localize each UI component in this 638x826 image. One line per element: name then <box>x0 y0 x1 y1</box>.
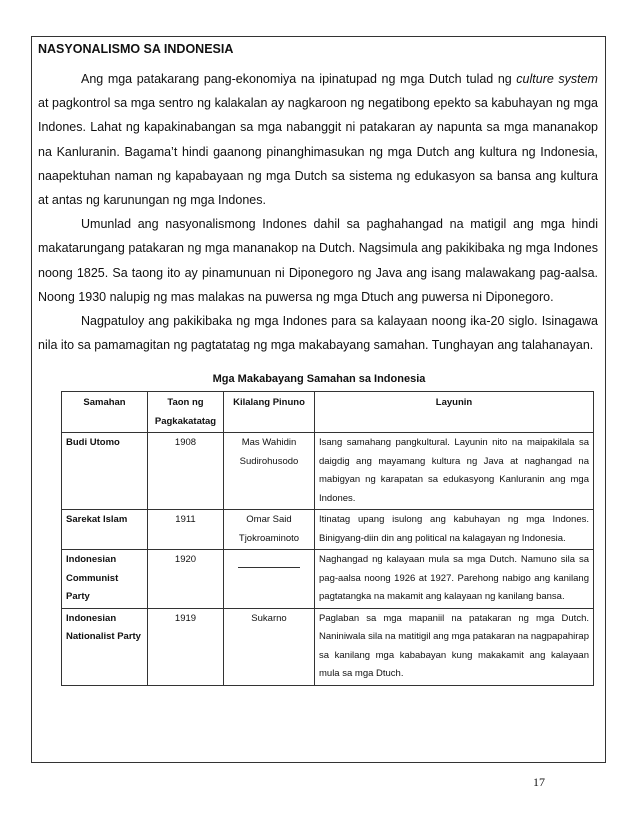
header-samahan: Samahan <box>62 392 148 433</box>
header-layunin: Layunin <box>315 392 594 433</box>
paragraph-3: Nagpatuloy ang pakikibaka ng mga Indones para sa kalayaan noong ika-20 siglo. Isinagawa nila ito sa pamamagitan ng pagtatatag ng mga makabayang samahan. Tunghayan ang talahanayan. <box>38 314 598 353</box>
table-row <box>62 550 594 609</box>
blank-answer-line <box>238 559 300 568</box>
paragraph-1 <box>38 67 598 212</box>
cell-taon: 1919 <box>148 608 224 685</box>
table-row <box>62 510 594 550</box>
cell-pinuno: Omar Said Tjokroaminoto <box>224 510 315 550</box>
cell-taon: 1920 <box>148 550 224 609</box>
paragraph-2: Umunlad ang nasyonalismong Indones dahil sa paghahangad na matigil ang mga hindi makatarungang patakaran ng mga mananakop na Dutch. Nagsimula ang pakikibaka ng mga Indones noong 1825. Sa taong ito ay pinamunuan ni Diponegoro ng Java ang isang malawakang pag-aalsa. Noong 1930 nalupig ng mas malakas na puwersa ng mga Dtuch ang puwersa ni Diponegoro. <box>38 217 598 304</box>
header-taon: Taon ng Pagkakatatag <box>148 392 224 433</box>
cell-pinuno: Sukarno <box>224 608 315 685</box>
cell-layunin: Isang samahang pangkultural. Layunin nito na maipakilala sa daigdig ang mayamang kultura ng Java at naghangad na mabigyan ng karapatan sa edukasyong Kanluranin ang mga Indones. <box>315 433 594 510</box>
paragraph-1-start: Ang mga patakarang pang-ekonomiya na ipinatupad ng mga Dutch tulad ng <box>81 72 517 86</box>
table-caption: Mga Makabayang Samahan sa Indonesia <box>212 373 426 385</box>
cell-layunin: Paglaban sa mga mapaniil na patakaran ng mga Dutch. Naniniwala sila na matitigil ang mga patakaran na nagpapahirap sa kanilang mga kababayan kung makakamit ang kalayaan mula sa mga Dtuch. <box>315 608 594 685</box>
cell-samahan: Sarekat Islam <box>62 510 148 550</box>
cell-samahan: Budi Utomo <box>62 433 148 510</box>
table-row <box>62 608 594 685</box>
cell-layunin: Naghangad ng kalayaan mula sa mga Dutch. Namuno sila sa pag-aalsa noong 1926 at 1927. Parehong nabigo ang kanilang pagtatangka na makamit ang kalayaan ng kanilang bansa. <box>315 550 594 609</box>
cell-taon: 1908 <box>148 433 224 510</box>
section-title: NASYONALISMO SA INDONESIA <box>38 42 234 56</box>
cell-samahan: Indonesian Nationalist Party <box>62 608 148 685</box>
table-row <box>62 433 594 510</box>
paragraph-1-rest: at pagkontrol sa mga sentro ng kalakalan ay nagkaroon ng negatibong epekto sa kabuhayan ng mga Indones. Lahat ng kapakinabangan sa mga nabanggit ni patakaran ay napunta sa mga mananakop na Kanluranin. Bagama’t hindi gaanong pinanghimasukan ng mga Dutch ang kultura ng Indonesia, naapektuhan naman ng kapabayaan ng mga Dutch sa sistema ng edukasyon sa bansa ang kultura at antas ng karunungan ng mga Indones. <box>38 96 598 208</box>
cell-taon: 1911 <box>148 510 224 550</box>
cell-layunin: Itinatag upang isulong ang kabuhayan ng mga Indones. Binigyang-diin din ang political na kalagayan ng Indonesia. <box>315 510 594 550</box>
cell-pinuno: Mas Wahidin Sudirohusodo <box>224 433 315 510</box>
paragraph-1-emphasis: culture system <box>516 72 598 86</box>
page-number: 17 <box>533 775 545 789</box>
body-text <box>38 67 598 357</box>
cell-samahan: Indonesian Communist Party <box>62 550 148 609</box>
header-pinuno: Kilalang Pinuno <box>224 392 315 433</box>
organizations-table <box>61 391 594 686</box>
cell-pinuno-blank <box>224 550 315 609</box>
table-header-row <box>62 392 594 433</box>
